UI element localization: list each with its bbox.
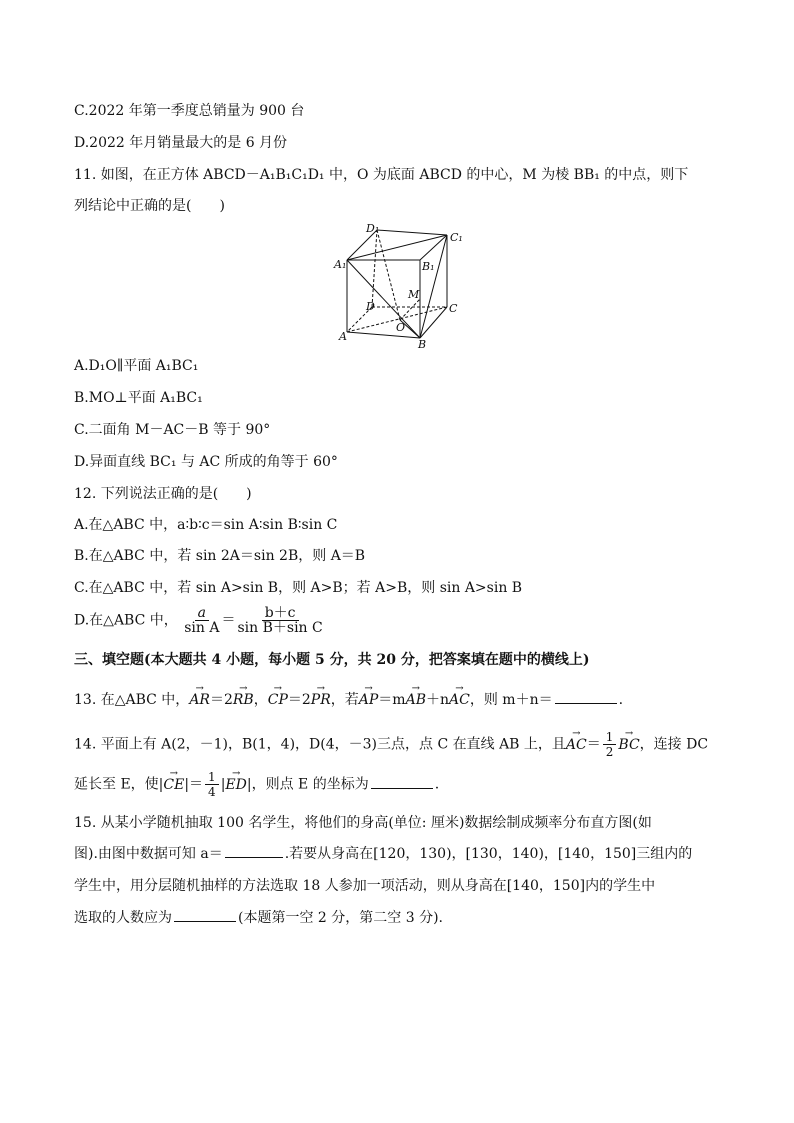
q11-option-d: D.异面直线 BC₁ 与 AC 所成的角等于 60° bbox=[74, 454, 338, 470]
frac-numerator: 1 bbox=[603, 730, 617, 745]
label-c: C bbox=[449, 302, 458, 315]
q13-text-4: ＝2 bbox=[287, 692, 311, 708]
vector-cp: → CP bbox=[268, 690, 288, 710]
q13-text-2: ＝2 bbox=[209, 692, 233, 708]
q14-text-1: 14. 平面上有 A(2，－1)，B(1，4)，D(4，－3)三点，点 C 在直线 AB 上，且 bbox=[74, 736, 566, 753]
label-d1: D₁ bbox=[366, 222, 380, 235]
q11-option-a: A.D₁O∥平面 A₁BC₁ bbox=[74, 358, 199, 374]
q10-option-d: D.2022 年月销量最大的是 6 月份 bbox=[74, 135, 288, 151]
q14-end: . bbox=[434, 776, 440, 793]
q13-text-6: ＝m bbox=[378, 692, 406, 708]
vector-ap: → AP bbox=[359, 690, 379, 710]
vector-ar: → AR bbox=[189, 690, 210, 710]
label-m: M bbox=[408, 288, 420, 301]
q10-option-c: C.2022 年第一季度总销量为 900 台 bbox=[74, 103, 305, 119]
vector-ed: → ED bbox=[225, 775, 246, 795]
q13-end: . bbox=[618, 692, 624, 708]
label-b1: B₁ bbox=[422, 260, 435, 273]
frac1-numerator: a bbox=[195, 606, 209, 621]
answer-blank[interactable] bbox=[555, 691, 617, 704]
q12-option-d bbox=[74, 606, 325, 635]
frac-denominator: 4 bbox=[208, 785, 216, 799]
q13-text-1: 13. 在△ABC 中， bbox=[74, 692, 190, 708]
q14-text-6: |，则点 E 的坐标为 bbox=[246, 776, 369, 793]
vector-pr: → PR bbox=[311, 690, 331, 710]
frac-numerator: 1 bbox=[205, 770, 219, 785]
fraction-one-quarter bbox=[205, 770, 219, 799]
q15-text-1: 图).由图中数据可知 a＝ bbox=[74, 846, 223, 862]
answer-blank-count[interactable] bbox=[174, 909, 236, 922]
q14-text-3: 延长至 E，使| bbox=[74, 776, 164, 793]
q12-option-c: C.在△ABC 中，若 sin A>sin B，则 A>B；若 A>B，则 sin A>sin B bbox=[74, 580, 523, 596]
vector-rb: → RB bbox=[233, 690, 254, 710]
q15-line1: 15. 从某小学随机抽取 100 名学生，将他们的身高(单位: 厘米)数据绘制成频率分布直方图(如 bbox=[74, 815, 652, 831]
q12-option-a: A.在△ABC 中，a∶b∶c＝sin A∶sin B∶sin C bbox=[74, 517, 338, 533]
q11-stem-line1: 11. 如图，在正方体 ABCD－A₁B₁C₁D₁ 中，O 为底面 ABCD 的中心，M 为棱 BB₁ 的中点，则下 bbox=[74, 167, 689, 183]
label-a1: A₁ bbox=[334, 258, 347, 271]
q13-text-8: ，则 m＋n＝ bbox=[469, 692, 553, 708]
frac2-denominator: sin B＋sin C bbox=[237, 620, 323, 636]
answer-blank[interactable] bbox=[371, 776, 433, 789]
section-3-title: 三、填空题(本大题共 4 小题，每小题 5 分，共 20 分，把答案填在题中的横线上) bbox=[74, 652, 590, 668]
frac1-denominator: sin A bbox=[184, 620, 220, 636]
q12-option-b: B.在△ABC 中，若 sin 2A＝sin 2B，则 A＝B bbox=[74, 548, 366, 564]
label-b: B bbox=[418, 338, 427, 350]
q13-text-3: ， bbox=[253, 692, 268, 708]
q15-text-4: (本题第一空 2 分，第二空 3 分). bbox=[238, 910, 443, 926]
q11-option-c: C.二面角 M－AC－B 等于 90° bbox=[74, 422, 271, 438]
q13-text-5: ，若 bbox=[330, 692, 359, 708]
q12-stem: 12. 下列说法正确的是( ) bbox=[74, 486, 252, 502]
q14-text-2: ，连接 DC bbox=[639, 736, 709, 753]
label-c1: C₁ bbox=[450, 231, 463, 244]
equals-sign: ＝ bbox=[586, 736, 601, 753]
equals-sign: ＝ bbox=[221, 612, 236, 629]
q14-line1 bbox=[74, 730, 708, 759]
label-d: D bbox=[366, 300, 375, 313]
q14-line2 bbox=[74, 770, 439, 799]
q15-text-3: 选取的人数应为 bbox=[74, 910, 172, 926]
q14-text-4: |＝ bbox=[184, 776, 204, 793]
q12-d-fraction-2 bbox=[237, 606, 322, 635]
q12-d-fraction-1 bbox=[184, 606, 219, 635]
q11-option-b: B.MO⊥平面 A₁BC₁ bbox=[74, 390, 203, 406]
vector-ce: → CE bbox=[163, 775, 184, 795]
q14-text-5: | bbox=[220, 776, 226, 793]
answer-blank-a[interactable] bbox=[225, 845, 283, 858]
q11-stem-line2: 列结论中正确的是( ) bbox=[74, 198, 225, 214]
vector-ac: → AC bbox=[449, 690, 470, 710]
vector-ac: → AC bbox=[566, 735, 587, 755]
q15-line2 bbox=[74, 844, 692, 864]
label-o: O bbox=[396, 321, 406, 334]
fraction-one-half bbox=[603, 730, 617, 759]
vector-bc: → BC bbox=[618, 735, 639, 755]
q15-line3: 学生中，用分层随机抽样的方法选取 18 人参加一项活动，则从身高在[140，150]内的学生中 bbox=[74, 878, 656, 894]
q12-d-prefix: D.在△ABC 中， bbox=[74, 612, 178, 629]
q13-text-7: ＋n bbox=[425, 692, 450, 708]
q15-text-2: .若要从身高在[120，130)，[130，140)，[140，150]三组内的 bbox=[284, 846, 693, 862]
q15-line4 bbox=[74, 908, 443, 928]
label-a: A bbox=[339, 330, 347, 343]
vector-ab: → AB bbox=[406, 690, 426, 710]
q13-line bbox=[74, 690, 623, 710]
frac2-numerator: b＋c bbox=[262, 606, 299, 621]
cube-figure bbox=[330, 220, 470, 350]
frac-denominator: 2 bbox=[605, 745, 614, 759]
